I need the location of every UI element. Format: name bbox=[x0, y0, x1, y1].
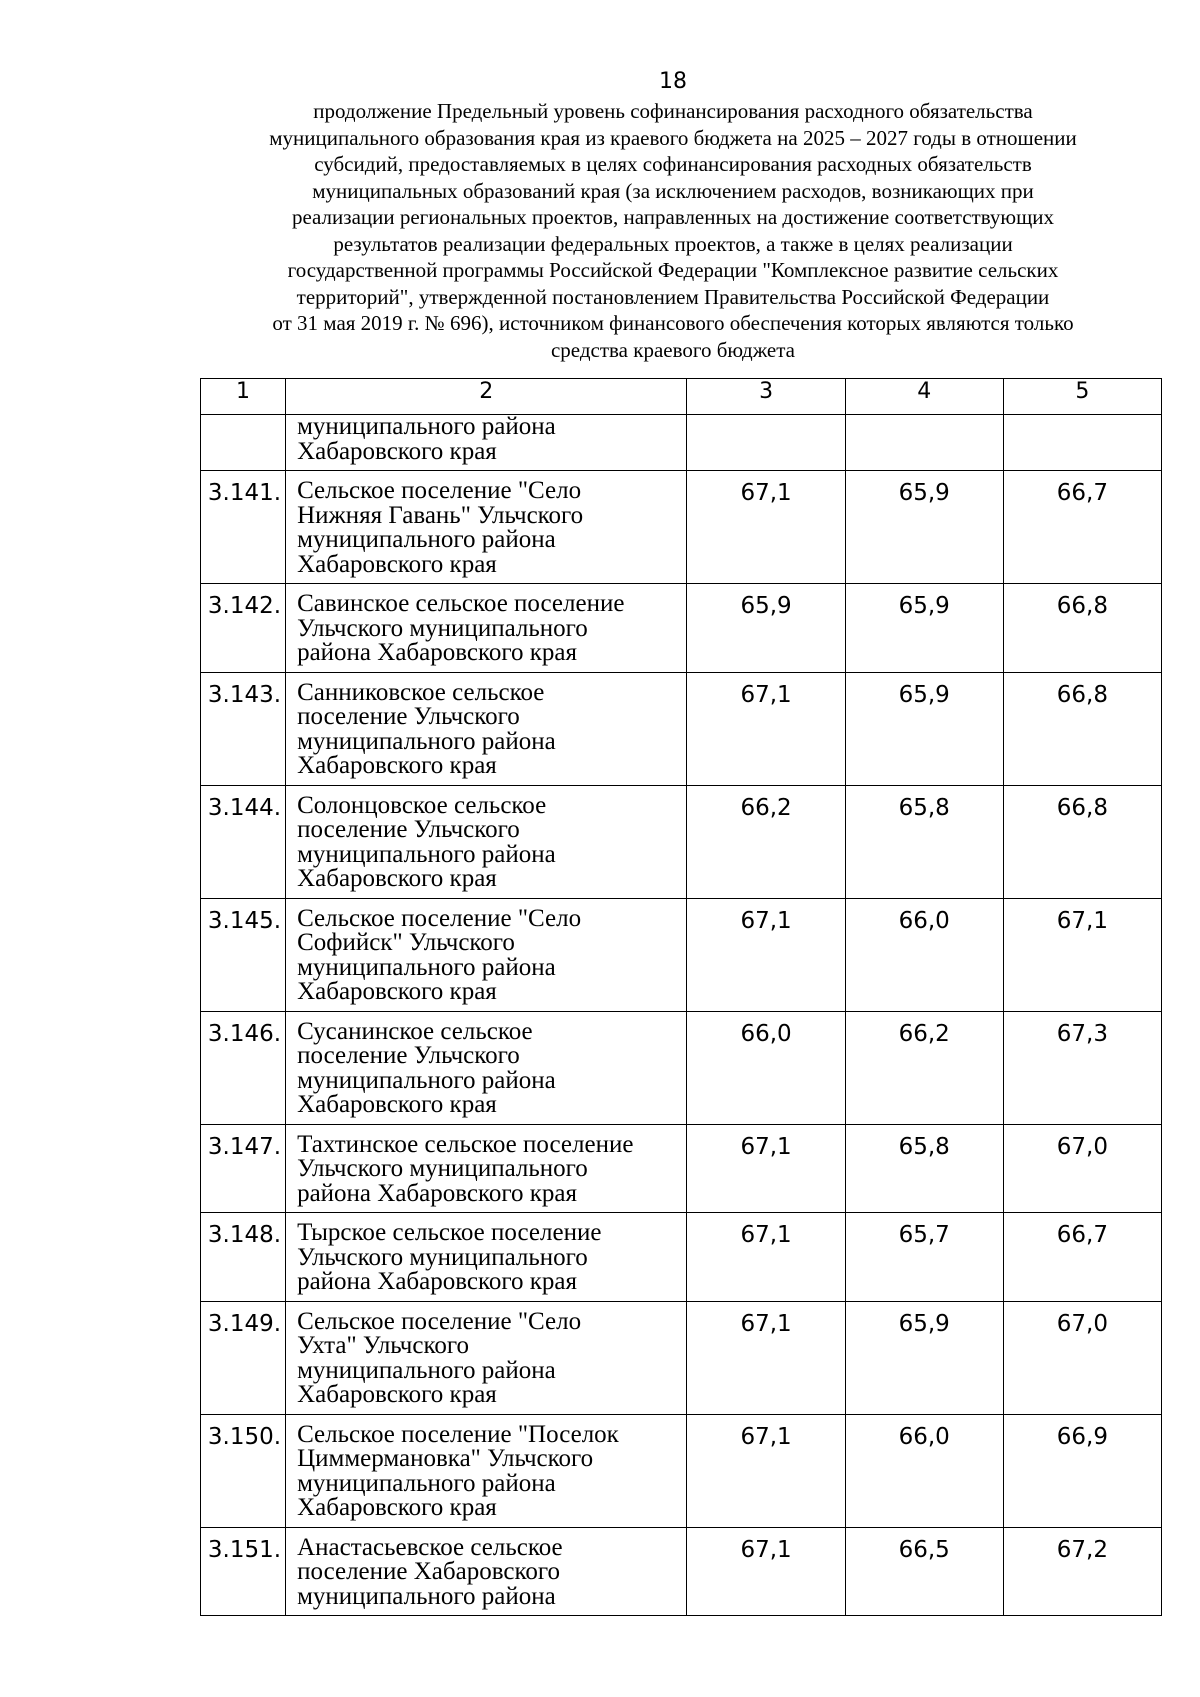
name-line: муниципального района bbox=[297, 1469, 556, 1497]
row-number-cell bbox=[201, 415, 286, 471]
municipality-name-cell bbox=[286, 1301, 687, 1414]
name-line: Хабаровского края bbox=[297, 978, 497, 1005]
name-line: муниципального района bbox=[297, 840, 556, 868]
municipality-name-cell bbox=[286, 415, 687, 471]
value-cell: 66,0 bbox=[845, 898, 1003, 1011]
value-cell: 67,1 bbox=[687, 672, 845, 785]
value-cell: 65,7 bbox=[845, 1213, 1003, 1302]
table-row bbox=[201, 471, 1162, 584]
continuation-row bbox=[201, 415, 1162, 471]
row-number-cell: 3.143. bbox=[201, 672, 286, 785]
name-line: Хабаровского края bbox=[297, 437, 497, 465]
municipality-name-cell bbox=[286, 1527, 687, 1616]
value-cell bbox=[687, 415, 845, 471]
column-header: 4 bbox=[845, 379, 1003, 415]
name-line: Ухта" Ульчского bbox=[297, 1332, 469, 1359]
municipality-name-cell bbox=[286, 1414, 687, 1527]
value-cell: 66,0 bbox=[845, 1414, 1003, 1527]
heading-line: реализации региональных проектов, направленных на достижение соответствующих bbox=[291, 205, 1055, 229]
value-cell: 67,1 bbox=[687, 1301, 845, 1414]
name-line: Солонцовское сельское bbox=[297, 791, 547, 819]
table-row bbox=[201, 1213, 1162, 1302]
value-cell: 67,1 bbox=[687, 1414, 845, 1527]
table-row bbox=[201, 1124, 1162, 1213]
value-cell: 66,8 bbox=[1003, 785, 1161, 898]
table-row bbox=[201, 785, 1162, 898]
name-line: муниципального района bbox=[297, 953, 556, 981]
value-cell: 66,8 bbox=[1003, 584, 1161, 673]
value-cell: 66,8 bbox=[1003, 672, 1161, 785]
municipality-name-cell bbox=[286, 1213, 687, 1302]
name-line: Ульчского муниципального bbox=[297, 1155, 588, 1182]
value-cell: 66,0 bbox=[687, 1011, 845, 1124]
name-line: Софийск" Ульчского bbox=[297, 929, 515, 956]
table-row bbox=[201, 1011, 1162, 1124]
row-number-cell: 3.147. bbox=[201, 1124, 286, 1213]
name-line: муниципального района bbox=[297, 1066, 556, 1094]
value-cell: 67,1 bbox=[1003, 898, 1161, 1011]
heading-line: государственной программы Российской Федерации "Комплексное развитие сельских bbox=[287, 258, 1059, 282]
value-cell: 66,2 bbox=[845, 1011, 1003, 1124]
co-financing-table bbox=[200, 378, 1162, 1616]
name-line: муниципального района bbox=[297, 727, 556, 755]
heading-line: средства краевого бюджета bbox=[550, 337, 795, 362]
heading-line: муниципальных образований края (за исключением расходов, возникающих при bbox=[312, 178, 1034, 203]
value-cell: 67,3 bbox=[1003, 1011, 1161, 1124]
heading-line: результатов реализации федеральных проектов, а также в целях реализации bbox=[333, 231, 1013, 256]
name-line: Хабаровского края bbox=[297, 1091, 497, 1118]
value-cell: 67,1 bbox=[687, 471, 845, 584]
table-row bbox=[201, 1527, 1162, 1616]
value-cell: 67,1 bbox=[687, 1213, 845, 1302]
heading-line: от 31 мая 2019 г. № 696), источником финансового обеспечения которых являются только bbox=[272, 311, 1074, 335]
value-cell: 65,9 bbox=[845, 471, 1003, 584]
table-header-row bbox=[201, 379, 1162, 415]
value-cell: 66,7 bbox=[1003, 471, 1161, 584]
table-row bbox=[201, 1301, 1162, 1414]
column-header: 5 bbox=[1003, 379, 1161, 415]
name-line: Ульчского муниципального bbox=[297, 614, 588, 642]
name-line: Тахтинское сельское поселение bbox=[297, 1130, 634, 1158]
heading-line: продолжение Предельный уровень софинансирования расходного обязательства bbox=[313, 99, 1033, 123]
name-line: поселение Ульчского bbox=[297, 703, 520, 730]
name-line: поселение Ульчского bbox=[297, 1042, 520, 1069]
value-cell: 65,8 bbox=[845, 1124, 1003, 1213]
name-line: Хабаровского края bbox=[297, 1494, 497, 1521]
name-line: муниципального района bbox=[297, 413, 556, 440]
name-line: муниципального района bbox=[297, 1356, 556, 1384]
value-cell: 65,9 bbox=[845, 584, 1003, 673]
row-number-cell: 3.144. bbox=[201, 785, 286, 898]
row-number-cell: 3.150. bbox=[201, 1414, 286, 1527]
name-line: Хабаровского края bbox=[297, 550, 497, 578]
name-line: района Хабаровского края bbox=[297, 1179, 577, 1207]
row-number-cell: 3.141. bbox=[201, 471, 286, 584]
column-header: 2 bbox=[286, 379, 687, 415]
value-cell bbox=[845, 415, 1003, 471]
document-heading bbox=[178, 98, 1168, 363]
value-cell: 66,9 bbox=[1003, 1414, 1161, 1527]
name-line: поселение Ульчского bbox=[297, 816, 520, 843]
name-line: Хабаровского края bbox=[297, 752, 497, 779]
name-line: Хабаровского края bbox=[297, 1381, 497, 1408]
value-cell: 65,9 bbox=[845, 1301, 1003, 1414]
municipality-name-cell bbox=[286, 785, 687, 898]
name-line: Сельское поселение "Село bbox=[297, 477, 582, 504]
row-number-cell: 3.142. bbox=[201, 584, 286, 673]
name-line: Ульчского муниципального bbox=[297, 1243, 588, 1271]
name-line: Тырское сельское поселение bbox=[297, 1219, 602, 1246]
row-number-cell: 3.151. bbox=[201, 1527, 286, 1616]
municipality-name-cell bbox=[286, 1011, 687, 1124]
municipality-name-cell bbox=[286, 672, 687, 785]
column-header: 1 bbox=[201, 379, 286, 415]
column-header: 3 bbox=[687, 379, 845, 415]
value-cell: 65,9 bbox=[845, 672, 1003, 785]
table-body bbox=[201, 379, 1162, 1616]
name-line: Сусанинское сельское bbox=[297, 1017, 533, 1045]
value-cell: 66,7 bbox=[1003, 1213, 1161, 1302]
value-cell: 65,8 bbox=[845, 785, 1003, 898]
heading-line: субсидий, предоставляемых в целях софинансирования расходных обязательств bbox=[314, 152, 1032, 176]
page-number: 18 bbox=[659, 69, 687, 94]
name-line: Савинское сельское поселение bbox=[297, 590, 625, 617]
row-number-cell: 3.145. bbox=[201, 898, 286, 1011]
municipality-name-cell bbox=[286, 584, 687, 673]
name-line: района Хабаровского края bbox=[297, 1268, 577, 1295]
name-line: Хабаровского края bbox=[297, 865, 497, 892]
value-cell: 67,0 bbox=[1003, 1301, 1161, 1414]
value-cell: 65,9 bbox=[687, 584, 845, 673]
name-line: Анастасьевское сельское bbox=[297, 1533, 563, 1561]
row-number-cell: 3.149. bbox=[201, 1301, 286, 1414]
value-cell bbox=[1003, 415, 1161, 471]
name-line: Санниковское сельское bbox=[297, 678, 545, 706]
value-cell: 67,2 bbox=[1003, 1527, 1161, 1616]
value-cell: 67,1 bbox=[687, 898, 845, 1011]
row-number-cell: 3.146. bbox=[201, 1011, 286, 1124]
table-row bbox=[201, 898, 1162, 1011]
name-line: Сельское поселение "Село bbox=[297, 904, 582, 932]
table-row bbox=[201, 672, 1162, 785]
heading-line: муниципального образования края из краевого бюджета на 2025 – 2027 годы в отношении bbox=[269, 125, 1077, 150]
name-line: района Хабаровского края bbox=[297, 639, 577, 666]
name-line: Циммермановка" Ульчского bbox=[297, 1445, 594, 1472]
table-row bbox=[201, 1414, 1162, 1527]
value-cell: 66,5 bbox=[845, 1527, 1003, 1616]
name-line: Сельское поселение "Село bbox=[297, 1307, 582, 1335]
name-line: Сельское поселение "Поселок bbox=[297, 1420, 619, 1448]
name-line: Нижняя Гавань" Ульчского bbox=[297, 501, 584, 529]
value-cell: 67,1 bbox=[687, 1124, 845, 1213]
municipality-name-cell bbox=[286, 471, 687, 584]
municipality-name-cell bbox=[286, 898, 687, 1011]
table-row bbox=[201, 584, 1162, 673]
name-line: муниципального района bbox=[297, 526, 556, 553]
municipality-name-cell bbox=[286, 1124, 687, 1213]
value-cell: 66,2 bbox=[687, 785, 845, 898]
value-cell: 67,1 bbox=[687, 1527, 845, 1616]
value-cell: 67,0 bbox=[1003, 1124, 1161, 1213]
name-line: поселение Хабаровского bbox=[297, 1558, 560, 1585]
heading-line: территорий", утвержденной постановлением Правительства Российской Федерации bbox=[296, 284, 1050, 309]
row-number-cell: 3.148. bbox=[201, 1213, 286, 1302]
name-line: муниципального района bbox=[297, 1582, 556, 1610]
